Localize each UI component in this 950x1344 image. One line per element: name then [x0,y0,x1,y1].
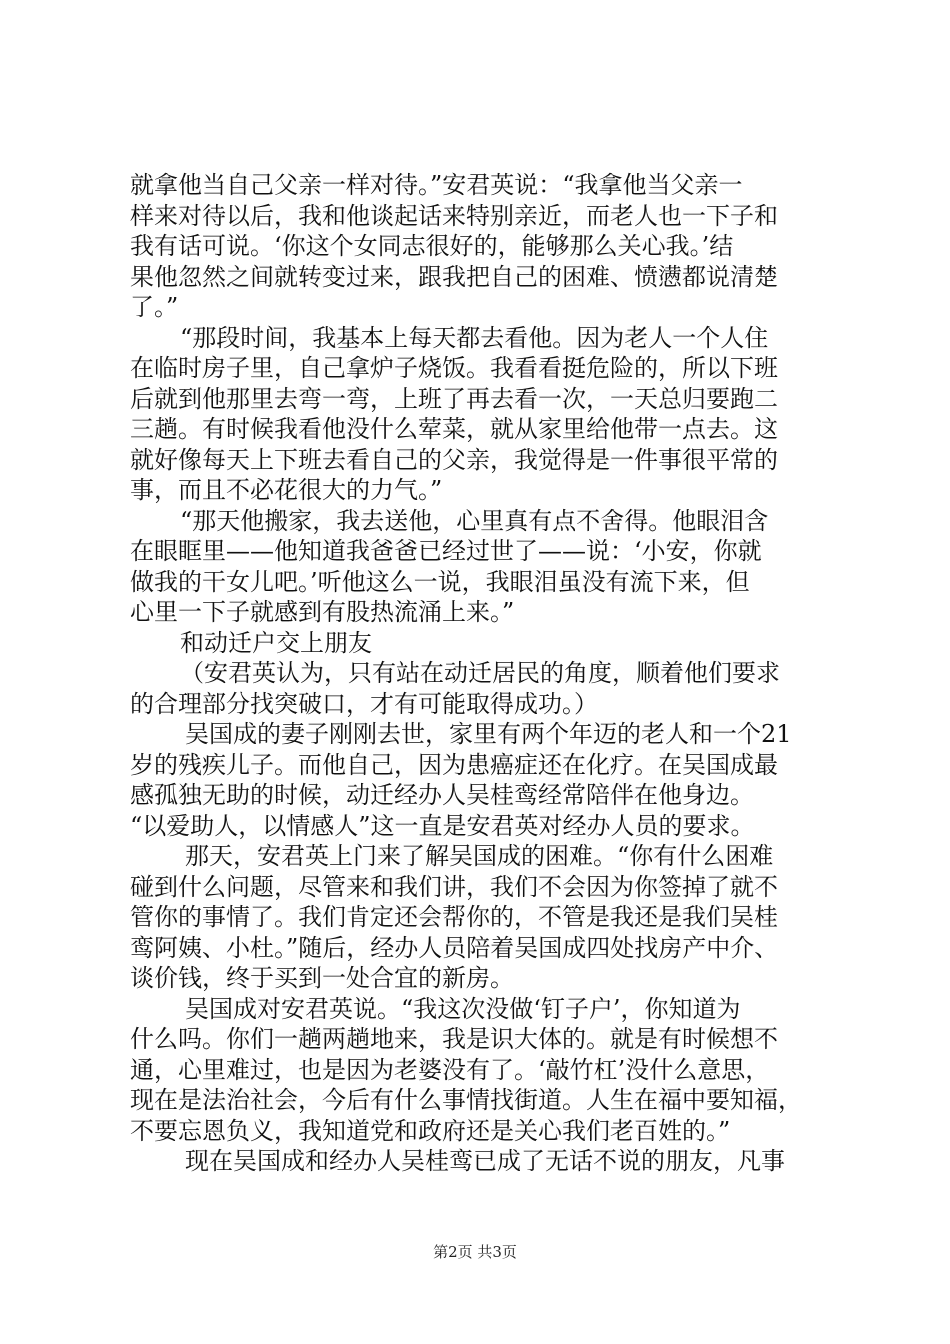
text-line: 就拿他当自己父亲一样对待。”安君英说：“我拿他当父亲一 [130,171,743,199]
text-line: 三趟。有时候我看他没什么荤菜，就从家里给他带一点去。这 [130,415,778,443]
document-body [130,170,830,1177]
text-line: 现在是法治社会，今后有什么事情找街道。人生在福中要知福， [130,1086,802,1114]
text-line: 通，心里难过，也是因为老婆没有了。‘敲竹杠’没什么意思， [130,1055,770,1084]
text-line: 的合理部分找突破口，才有可能取得成功。） [130,689,598,718]
text-line: 在临时房子里，自己拿炉子烧饭。我看看挺危险的，所以下班 [130,354,778,382]
text-line: 心里一下子就感到有股热流涌上来。” [130,598,515,626]
text-line: 就好像每天上下班去看自己的父亲，我觉得是一件事很平常的 [130,445,778,474]
section-heading: 和动迁户交上朋友 [180,628,372,657]
text-line: 在眼眶里——他知道我爸爸已经过世了——说：‘小安，你就 [130,537,762,565]
text-line: 做我的干女儿吧。’听他这么一说，我眼泪虽没有流下来，但 [130,567,750,596]
text-line: 谈价钱，终于买到一处合宜的新房。 [130,964,514,992]
text-line: “那段时间，我基本上每天都去看他。因为老人一个人住 [180,323,769,352]
text-line: 吴国成对安君英说。“我这次没做‘钉子户’，你知道为 [185,994,741,1023]
text-line: 了。” [130,293,179,321]
text-line: 果他忽然之间就转变过来，跟我把自己的困难、愤懑都说清楚 [130,262,778,291]
text-line: “那天他搬家，我去送他，心里真有点不舍得。他眼泪含 [180,506,769,535]
text-line: 鸾阿姨、小杜。”随后，经办人员陪着吴国成四处找房产中介、 [130,933,779,962]
text-line: 事，而且不必花很大的力气。” [130,476,443,504]
text-line: （安君英认为，只有站在动迁居民的角度，顺着他们要求 [180,659,780,687]
page-number-footer: 第2页 共3页 [433,1243,517,1261]
text-line: 现在吴国成和经办人吴桂鸾已成了无话不说的朋友，凡事 [185,1147,785,1175]
text-line: 后就到他那里去弯一弯，上班了再去看一次，一天总归要跑二 [130,384,778,413]
text-line: 什么吗。你们一趟两趟地来，我是识大体的。就是有时候想不 [130,1025,778,1053]
text-line: 样来对待以后，我和他谈起话来特别亲近，而老人也一下子和 [130,201,778,230]
text-line: 那天，安君英上门来了解吴国成的困难。“你有什么困难 [185,842,774,870]
text-line: 感孤独无助的时候，动迁经办人吴桂鸾经常陪伴在他身边。 [130,781,754,809]
text-line: 岁的残疾儿子。而他自己，因为患癌症还在化疗。在吴国成最 [130,750,778,779]
text-line: 我有话可说。‘你这个女同志很好的，能够那么关心我。’结 [130,232,734,260]
text-line: 管你的事情了。我们肯定还会帮你的，不管是我还是我们吴桂 [130,903,778,931]
text-line: 碰到什么问题，尽管来和我们讲，我们不会因为你签掉了就不 [130,872,778,901]
text-line: “以爱助人，以情感人”这一直是安君英对经办人员的要求。 [130,811,755,840]
text-line: 吴国成的妻子刚刚去世，家里有两个年迈的老人和一个21 [185,720,792,748]
text-line: 不要忘恩负义，我知道党和政府还是关心我们老百姓的。” [130,1116,731,1145]
